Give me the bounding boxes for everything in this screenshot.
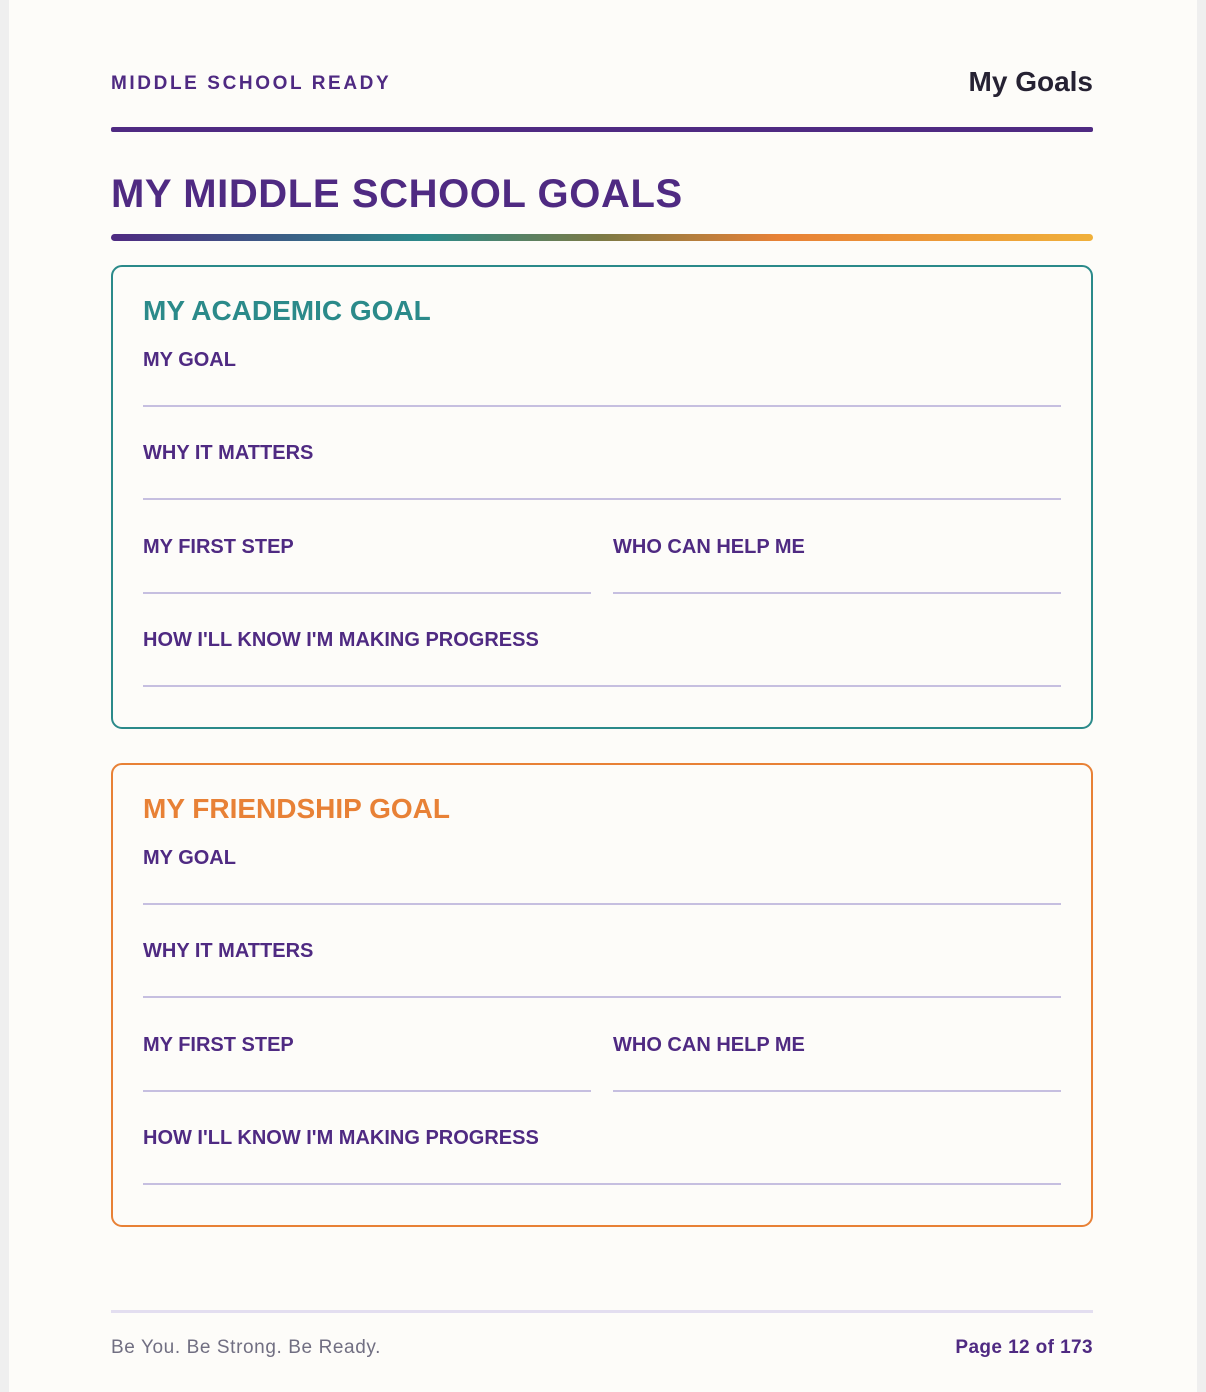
friendship-goal-card <box>111 763 1093 1227</box>
field-label: HOW I'LL KNOW I'M MAKING PROGRESS <box>143 629 539 651</box>
footer-tagline: Be You. Be Strong. Be Ready. <box>111 1337 381 1358</box>
write-line <box>143 1183 1061 1185</box>
field-label: MY FIRST STEP <box>143 536 294 558</box>
field-label: MY GOAL <box>143 847 236 869</box>
write-line <box>143 498 1061 500</box>
academic-why-field[interactable] <box>143 442 1061 504</box>
academic-helper-field[interactable] <box>613 536 1061 598</box>
page-number: Page 12 of 173 <box>955 1337 1093 1358</box>
header-divider <box>111 127 1093 132</box>
field-label: WHO CAN HELP ME <box>613 1034 805 1056</box>
field-label: MY FIRST STEP <box>143 1034 294 1056</box>
field-label: HOW I'LL KNOW I'M MAKING PROGRESS <box>143 1127 539 1149</box>
friendship-goal-title: MY FRIENDSHIP GOAL <box>143 793 451 824</box>
brand-name: MIDDLE SCHOOL READY <box>111 73 392 94</box>
academic-goal-title: MY ACADEMIC GOAL <box>143 295 431 326</box>
friendship-helper-field[interactable] <box>613 1034 1061 1096</box>
write-line <box>143 996 1061 998</box>
write-line <box>143 903 1061 905</box>
academic-goal-card <box>111 265 1093 729</box>
academic-first-step-field[interactable] <box>143 536 591 598</box>
footer-divider <box>111 1310 1093 1313</box>
worksheet-page <box>9 0 1197 1392</box>
write-line <box>613 592 1061 594</box>
write-line <box>613 1090 1061 1092</box>
friendship-goal-field[interactable] <box>143 847 1061 909</box>
field-label: MY GOAL <box>143 349 236 371</box>
write-line <box>143 1090 591 1092</box>
friendship-why-field[interactable] <box>143 940 1061 1002</box>
friendship-progress-field[interactable] <box>143 1127 1061 1189</box>
field-label: WHO CAN HELP ME <box>613 536 805 558</box>
write-line <box>143 685 1061 687</box>
write-line <box>143 592 591 594</box>
academic-progress-field[interactable] <box>143 629 1061 691</box>
page-title: MY MIDDLE SCHOOL GOALS <box>111 172 683 216</box>
field-label: WHY IT MATTERS <box>143 442 314 464</box>
page-header <box>111 62 1093 102</box>
write-line <box>143 405 1061 407</box>
field-label: WHY IT MATTERS <box>143 940 314 962</box>
title-gradient-divider <box>111 234 1093 241</box>
academic-goal-field[interactable] <box>143 349 1061 411</box>
friendship-first-step-field[interactable] <box>143 1034 591 1096</box>
section-title: My Goals <box>968 66 1093 97</box>
